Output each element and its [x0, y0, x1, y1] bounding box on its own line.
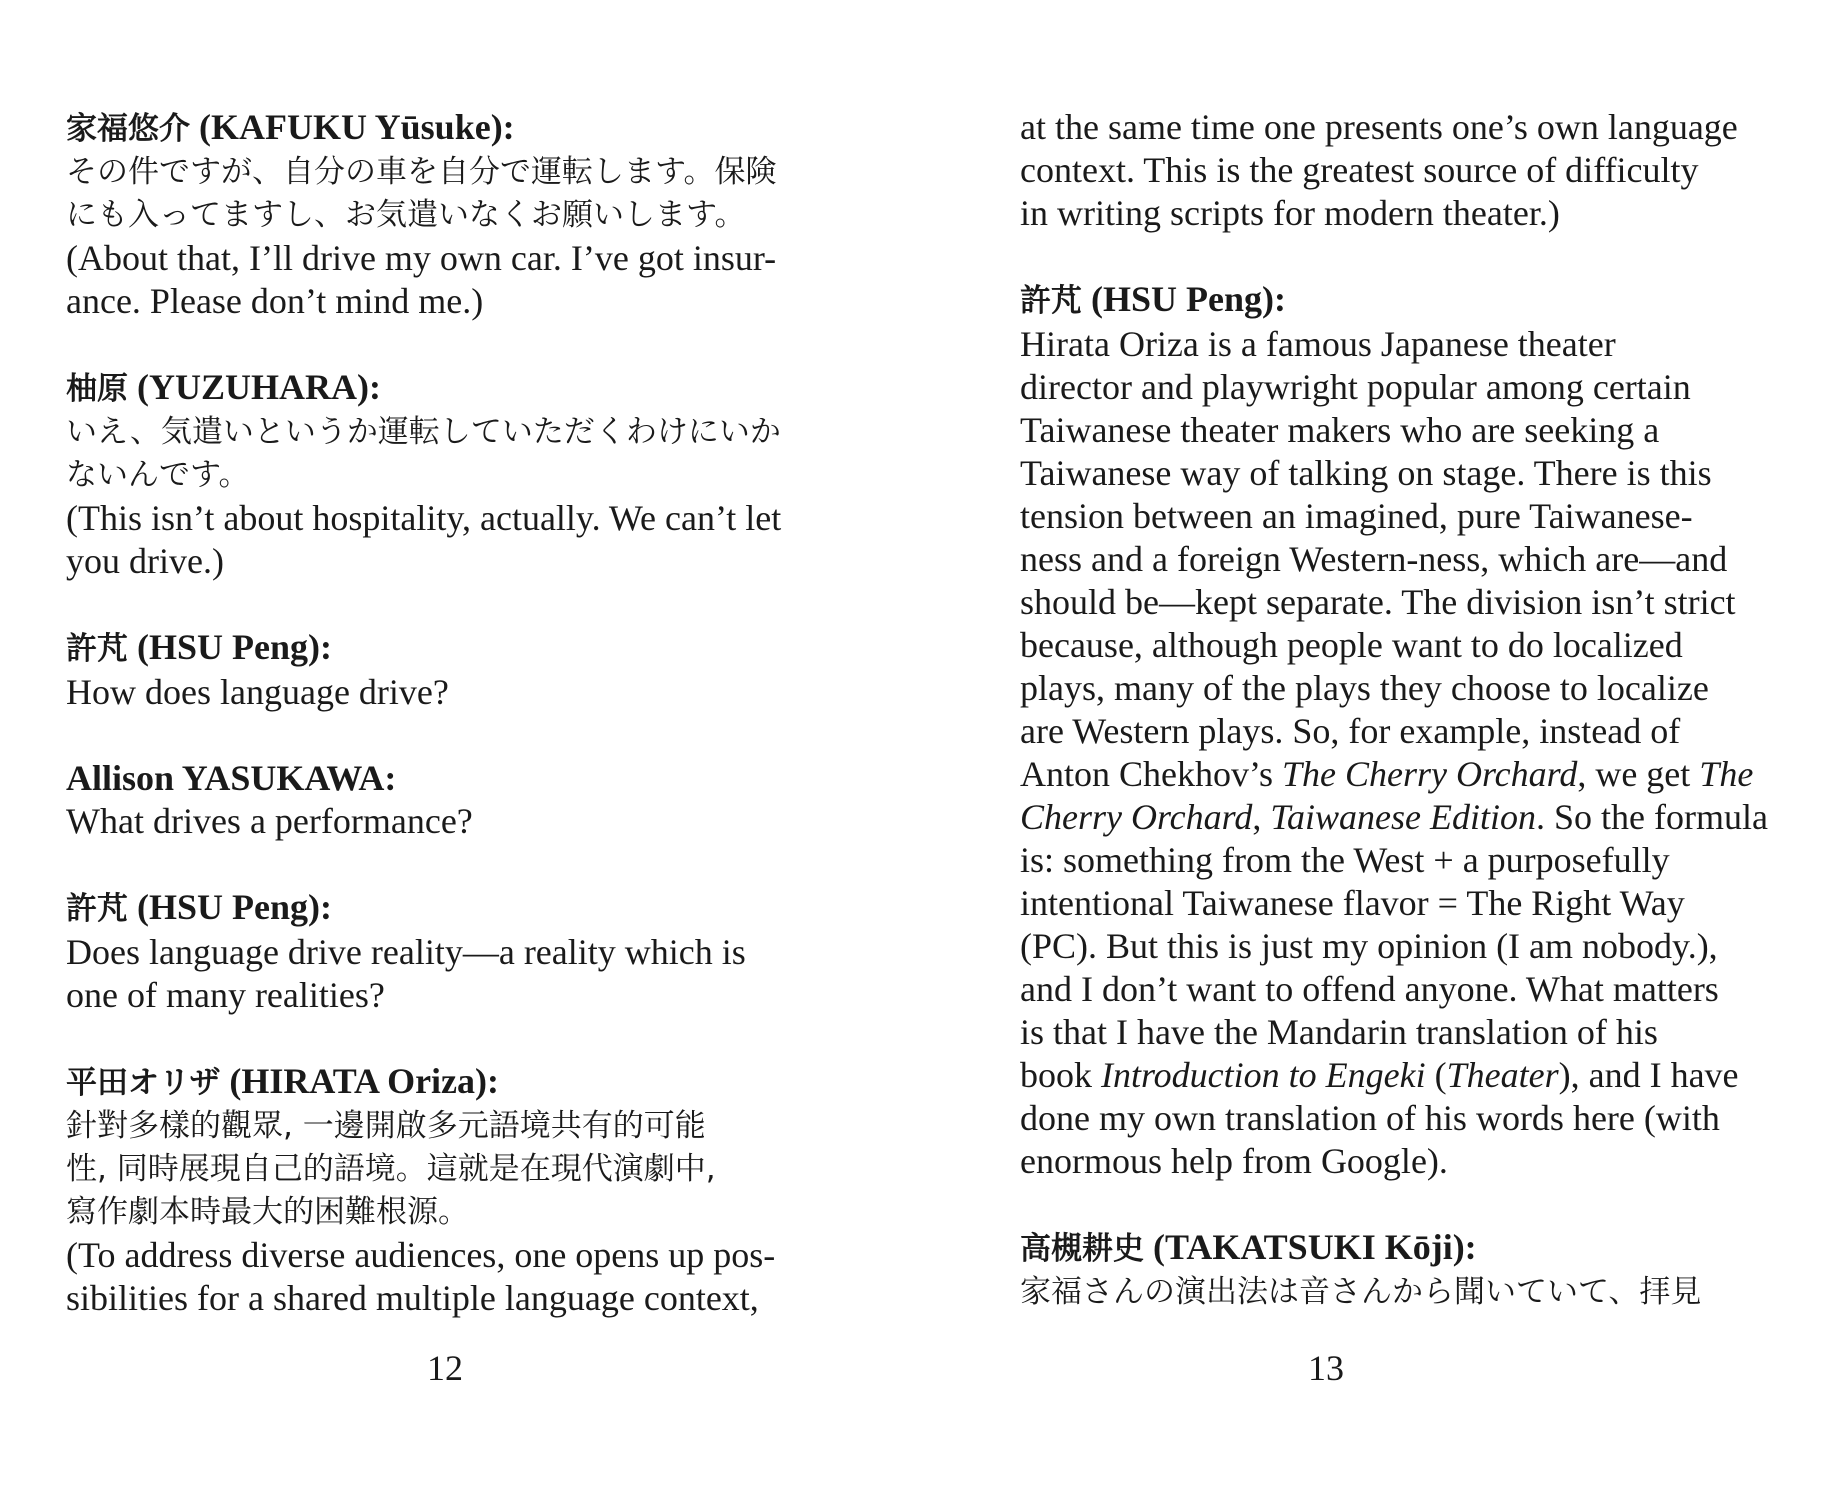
right-page — [921, 0, 1842, 1500]
speaker-name: 高槻耕史 (TAKATSUKI Kōji): — [1020, 1227, 1477, 1267]
translation-line: (This isn’t about hospitality, actually. We can’t let — [66, 498, 782, 538]
translation-line: (About that, I’ll drive my own car. I’ve got insur- — [66, 238, 777, 278]
translation-line: you drive.) — [66, 541, 224, 581]
work-title: The — [1699, 754, 1754, 794]
work-title: Theater — [1446, 1055, 1559, 1095]
chinese-line: 針對多樣的觀眾, 一邊開啟多元語境共有的可能 — [66, 1108, 706, 1144]
work-title: The Cherry Orchard — [1282, 754, 1578, 794]
japanese-line: その件ですが、自分の車を自分で運転します。保険 — [66, 154, 777, 190]
dialogue-line: How does language drive? — [66, 672, 449, 712]
dialogue-entry-kafuku — [66, 106, 866, 323]
text-line: is: something from the West + a purposefully — [1020, 840, 1670, 880]
text-line: Cherry Orchard, Taiwanese Edition. So the formula — [1020, 797, 1768, 837]
text-line: (PC). But this is just my opinion (I am nobody.), — [1020, 926, 1718, 966]
dialogue-entry-hsu-2 — [66, 886, 866, 1017]
page-number: 12 — [427, 1348, 463, 1388]
translation-line: (To address diverse audiences, one opens up pos- — [66, 1235, 776, 1275]
dialogue-line: one of many realities? — [66, 975, 385, 1015]
dialogue-entry-yasukawa — [66, 757, 866, 843]
speaker-name: 平田オリザ (HIRATA Oriza): — [66, 1061, 500, 1101]
page-number: 13 — [1308, 1348, 1344, 1388]
japanese-line: ないんです。 — [66, 457, 250, 493]
speaker-name: 柚原 (YUZUHARA): — [66, 367, 381, 407]
text-line: at the same time one presents one’s own language — [1020, 107, 1738, 147]
text-line: Taiwanese theater makers who are seeking a — [1020, 410, 1660, 450]
text-line: are Western plays. So, for example, instead of — [1020, 711, 1681, 751]
text-line: Taiwanese way of talking on stage. There is this — [1020, 453, 1712, 493]
speaker-name: Allison YASUKAWA: — [66, 758, 397, 798]
text-line: and I don’t want to offend anyone. What matters — [1020, 969, 1719, 1009]
work-title: Taiwanese Edition — [1270, 797, 1537, 837]
text-line: director and playwright popular among certain — [1020, 367, 1691, 407]
speaker-name: 家福悠介 (KAFUKU Yūsuke): — [66, 107, 515, 147]
speaker-name: 許芃 (HSU Peng): — [66, 627, 332, 667]
speaker-name: 許芃 (HSU Peng): — [1020, 279, 1286, 319]
text-line: done my own translation of his words here (with — [1020, 1098, 1720, 1138]
text-line: book Introduction to Engeki (Theater), and I have — [1020, 1055, 1739, 1095]
text-line: enormous help from Google). — [1020, 1141, 1448, 1181]
text-line: tension between an imagined, pure Taiwanese- — [1020, 496, 1693, 536]
dialogue-entry-hsu-1 — [66, 626, 866, 714]
japanese-line: にも入ってますし、お気遣いなくお願いします。 — [66, 197, 746, 233]
text-line: because, although people want to do localized — [1020, 625, 1683, 665]
right-column — [1020, 106, 1815, 1314]
text-line: Hirata Oriza is a famous Japanese theater — [1020, 324, 1616, 364]
text-line: ness and a foreign Western-ness, which are—and — [1020, 539, 1728, 579]
chinese-line: 性, 同時展現自己的語境。這就是在現代演劇中, — [66, 1151, 716, 1187]
japanese-line: 家福さんの演出法は音さんから聞いていて、拝見 — [1020, 1274, 1702, 1310]
work-title: Cherry Orchard — [1020, 797, 1253, 837]
chinese-line: 寫作劇本時最大的困難根源。 — [66, 1194, 469, 1230]
text-line: is that I have the Mandarin translation of his — [1020, 1012, 1658, 1052]
text-line: context. This is the greatest source of difficulty — [1020, 150, 1699, 190]
continuation-paragraph — [1020, 106, 1815, 235]
japanese-line: いえ、気遣いというか運転していただくわけにいか — [66, 414, 781, 450]
text-line: Anton Chekhov’s The Cherry Orchard, we get The — [1020, 754, 1754, 794]
dialogue-line: What drives a performance? — [66, 801, 473, 841]
text-line: plays, many of the plays they choose to localize — [1020, 668, 1709, 708]
speaker-name: 許芃 (HSU Peng): — [66, 887, 332, 927]
left-column — [66, 106, 866, 1320]
dialogue-entry-takatsuki — [1020, 1226, 1815, 1314]
dialogue-entry-hsu-3 — [1020, 278, 1815, 1183]
dialogue-line: Does language drive reality—a reality which is — [66, 932, 746, 972]
translation-line: sibilities for a shared multiple language context, — [66, 1278, 759, 1318]
dialogue-entry-yuzuhara — [66, 366, 866, 583]
translation-line: ance. Please don’t mind me.) — [66, 281, 484, 321]
text-line: intentional Taiwanese flavor = The Right Way — [1020, 883, 1685, 923]
dialogue-entry-hirata — [66, 1060, 866, 1320]
text-line: should be—kept separate. The division isn’t strict — [1020, 582, 1736, 622]
work-title: Introduction to Engeki — [1101, 1055, 1426, 1095]
text-line: in writing scripts for modern theater.) — [1020, 193, 1560, 233]
